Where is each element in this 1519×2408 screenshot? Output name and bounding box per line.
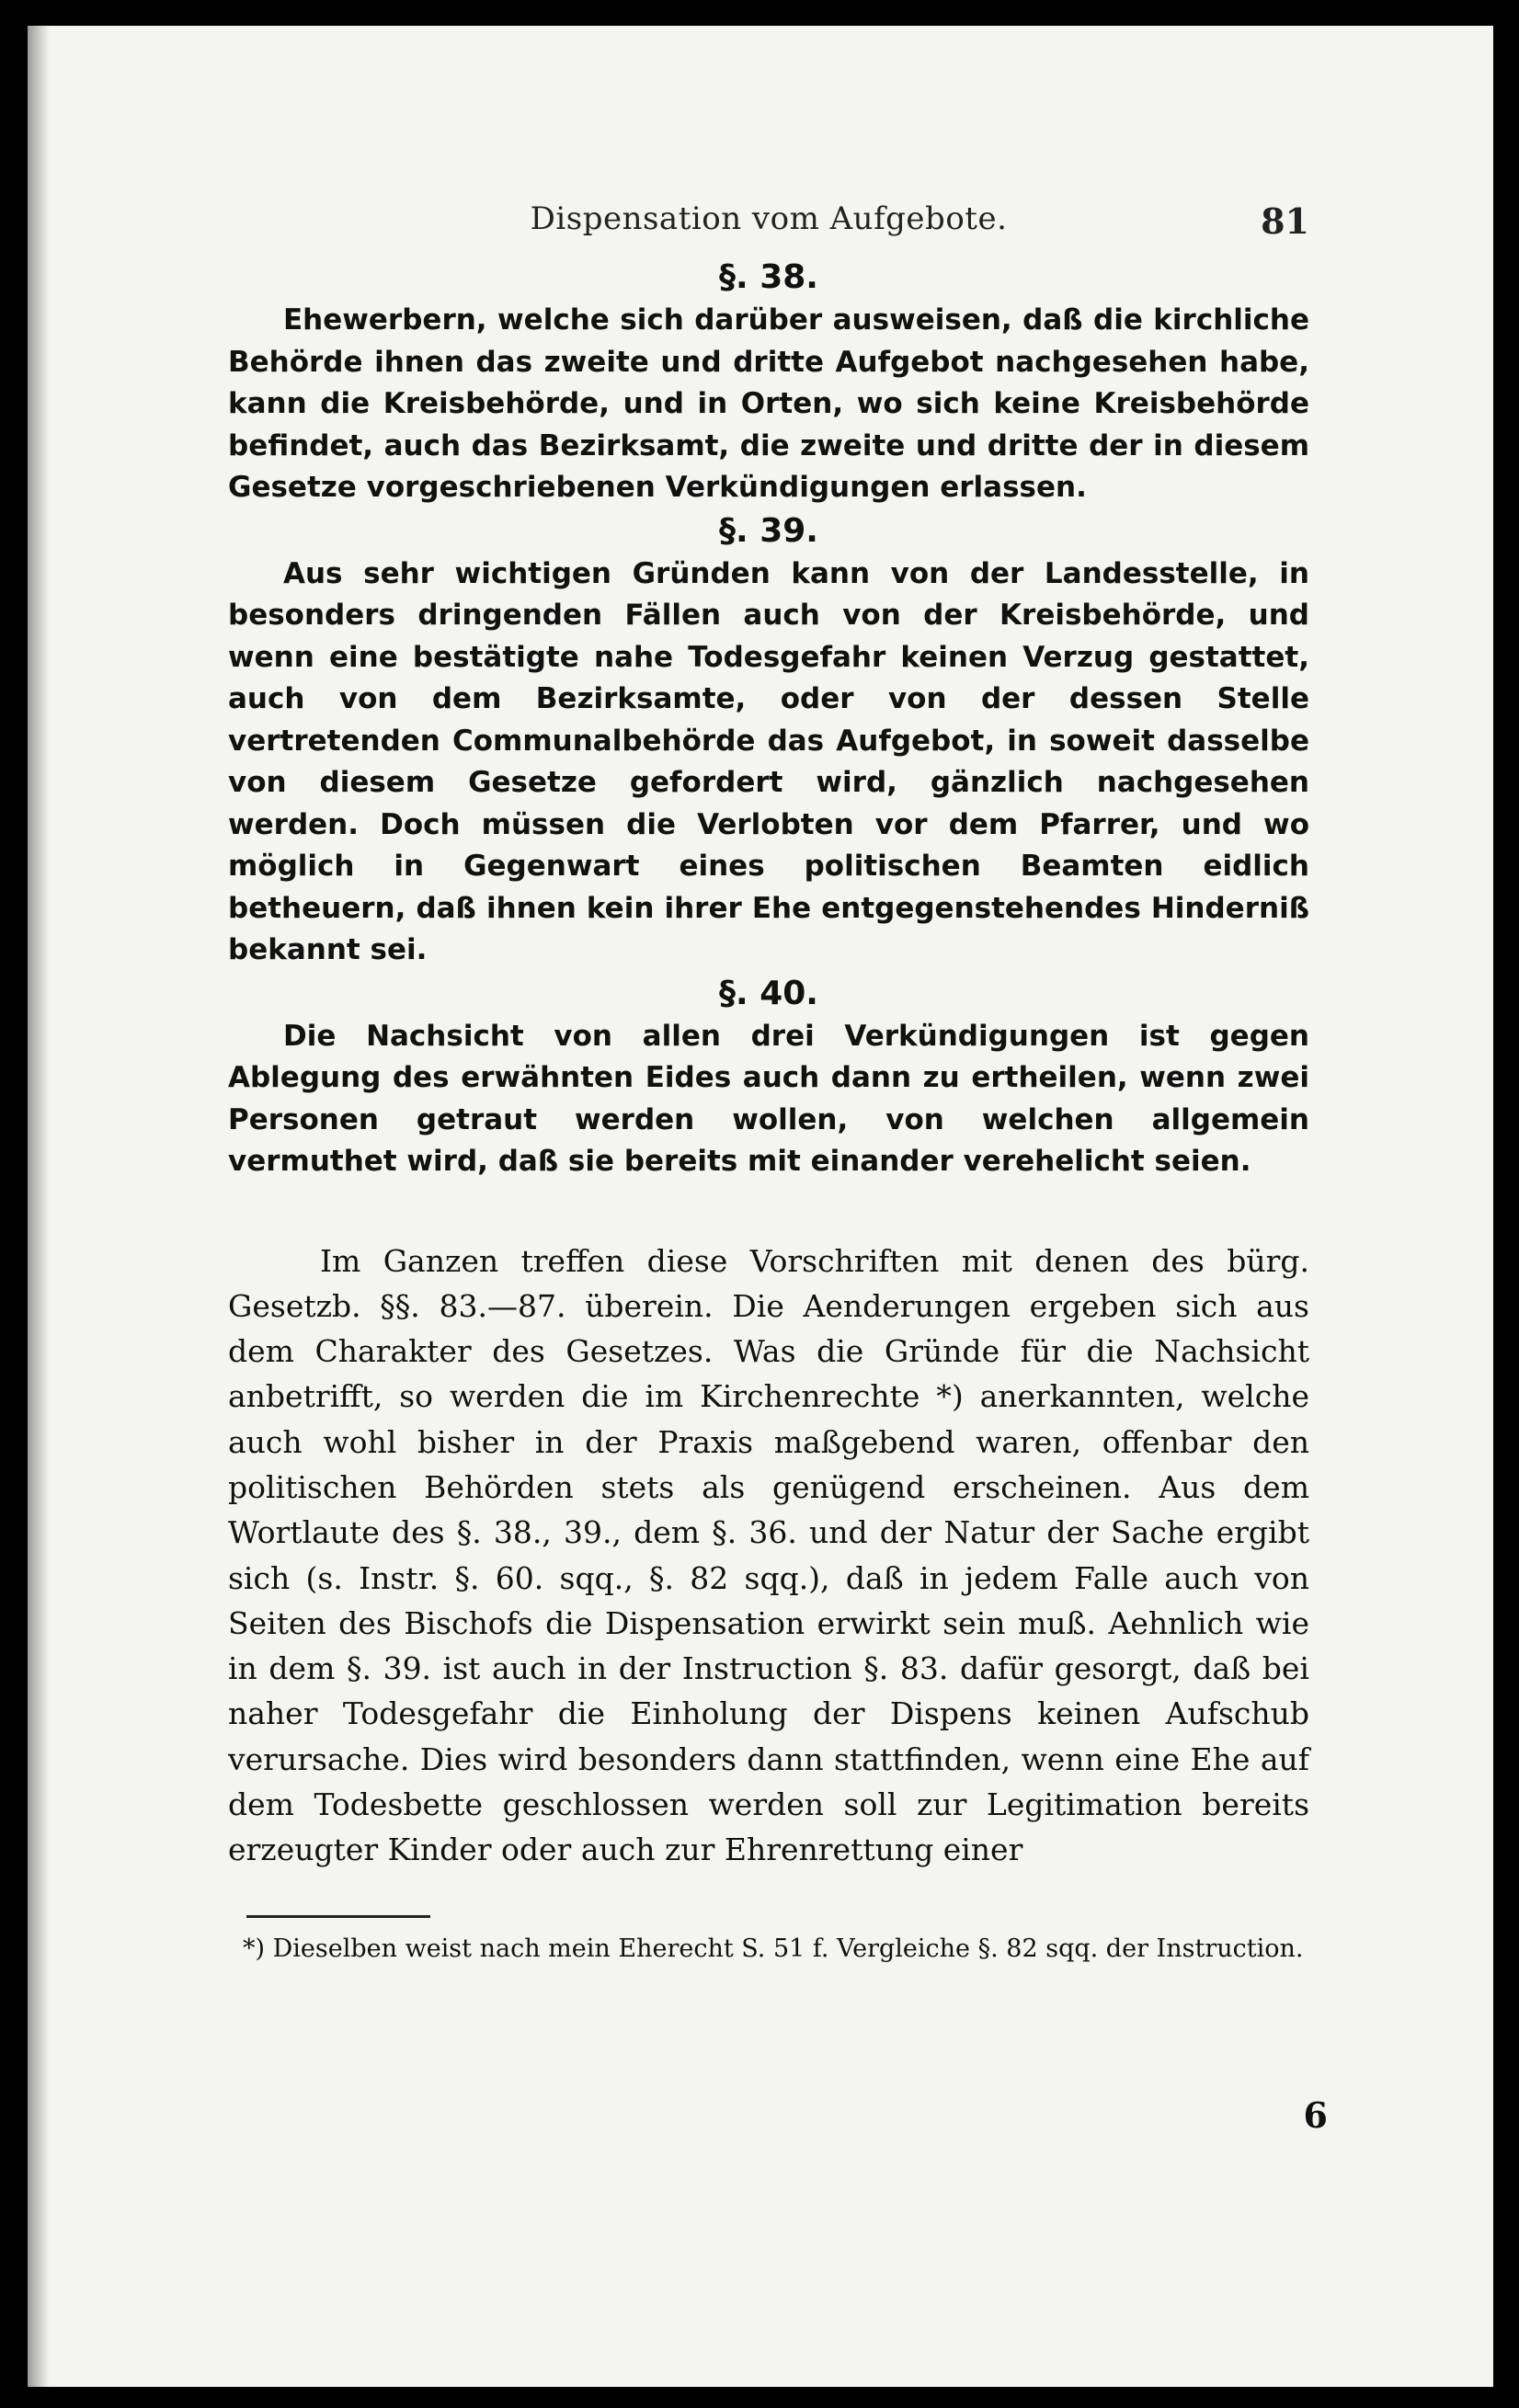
book-page — [28, 26, 1493, 2387]
page-number: 81 — [1261, 200, 1309, 242]
section-heading-39: §. 39. — [719, 511, 818, 550]
text-block — [228, 200, 1309, 1968]
commentary-paragraph: Im Ganzen treffen diese Vorschriften mit denen des bürg. Gesetzb. §§. 83.—87. überein. Die Aenderungen ergeben sich aus dem Charakter des Gesetzes. Was die Gründe für die Nachsicht anbetrifft, so werden die im Kirchenrechte *) anerkannten, welche auch wohl bisher in der Praxis maßgebend waren, offenbar den politischen Behörden stets als genügend erscheinen. Aus dem Wortlaute des §. 38., 39., dem §. 36. und der Natur der Sache ergibt sich (s. Instr. §. 60. sqq., §. 82 sqq.), daß in jedem Falle auch von Seiten des Bischofs die Dispensation erwirkt sein muß. Aehnlich wie in dem §. 39. ist auch in der Instruction §. 83. dafür gesorgt, daß bei naher Todesgefahr die Einholung der Dispens keinen Aufschub verursache. Dies wird besonders dann stattfinden, wenn eine Ehe auf dem Todesbette geschlossen werden soll zur Legitimation bereits erzeugter Kinder oder auch zur Ehrenrettung einer — [228, 1242, 1309, 1868]
page-gutter-shadow — [28, 26, 50, 2387]
section-text-40: Die Nachsicht von allen drei Verkündigungen ist gegen Ablegung des erwähnten Eides auch dann zu ertheilen, wenn zwei Personen getraut werden wollen, von welchen allgemein vermuthet wird, daß sie bereits mit einander verehelicht seien. — [228, 1019, 1309, 1178]
running-head-title: Dispensation vom Aufgebote. — [530, 200, 1008, 237]
section-heading-38: §. 38. — [719, 258, 818, 296]
section-heading-40: §. 40. — [719, 974, 818, 1012]
signature-mark: 6 — [1303, 2094, 1328, 2136]
footnote-rule — [246, 1915, 430, 1918]
section-text-39: Aus sehr wichtigen Gründen kann von der Landesstelle, in besonders dringenden Fällen auch von der Kreisbehörde, und wenn eine bestätigte nahe Todesgefahr keinen Verzug gestattet, auch von dem Bezirksamte, oder von der dessen Stelle vertretenden Communalbehörde das Aufgebot, in soweit dasselbe von diesem Gesetze gefordert wird, gänzlich nachgesehen werden. Doch müssen die Verlobten vor dem Pfarrer, und wo möglich in Gegenwart eines politischen Beamten eidlich betheuern, daß ihnen kein ihrer Ehe entgegenstehendes Hinderniß bekannt sei. — [228, 556, 1309, 966]
running-head — [228, 200, 1309, 256]
footnote: *) Dieselben weist nach mein Eherecht S. 51 f. Vergleiche §. 82 sqq. der Instruction. — [243, 1934, 1304, 1963]
section-text-38: Ehewerbern, welche sich darüber ausweisen, daß die kirchliche Behörde ihnen das zweite und dritte Aufgebot nachgesehen habe, kann die Kreisbehörde, und in Orten, wo sich keine Kreisbehörde befindet, auch das Bezirksamt, die zweite und dritte der in diesem Gesetze vorgeschriebenen Verkündigungen erlassen. — [228, 303, 1309, 504]
